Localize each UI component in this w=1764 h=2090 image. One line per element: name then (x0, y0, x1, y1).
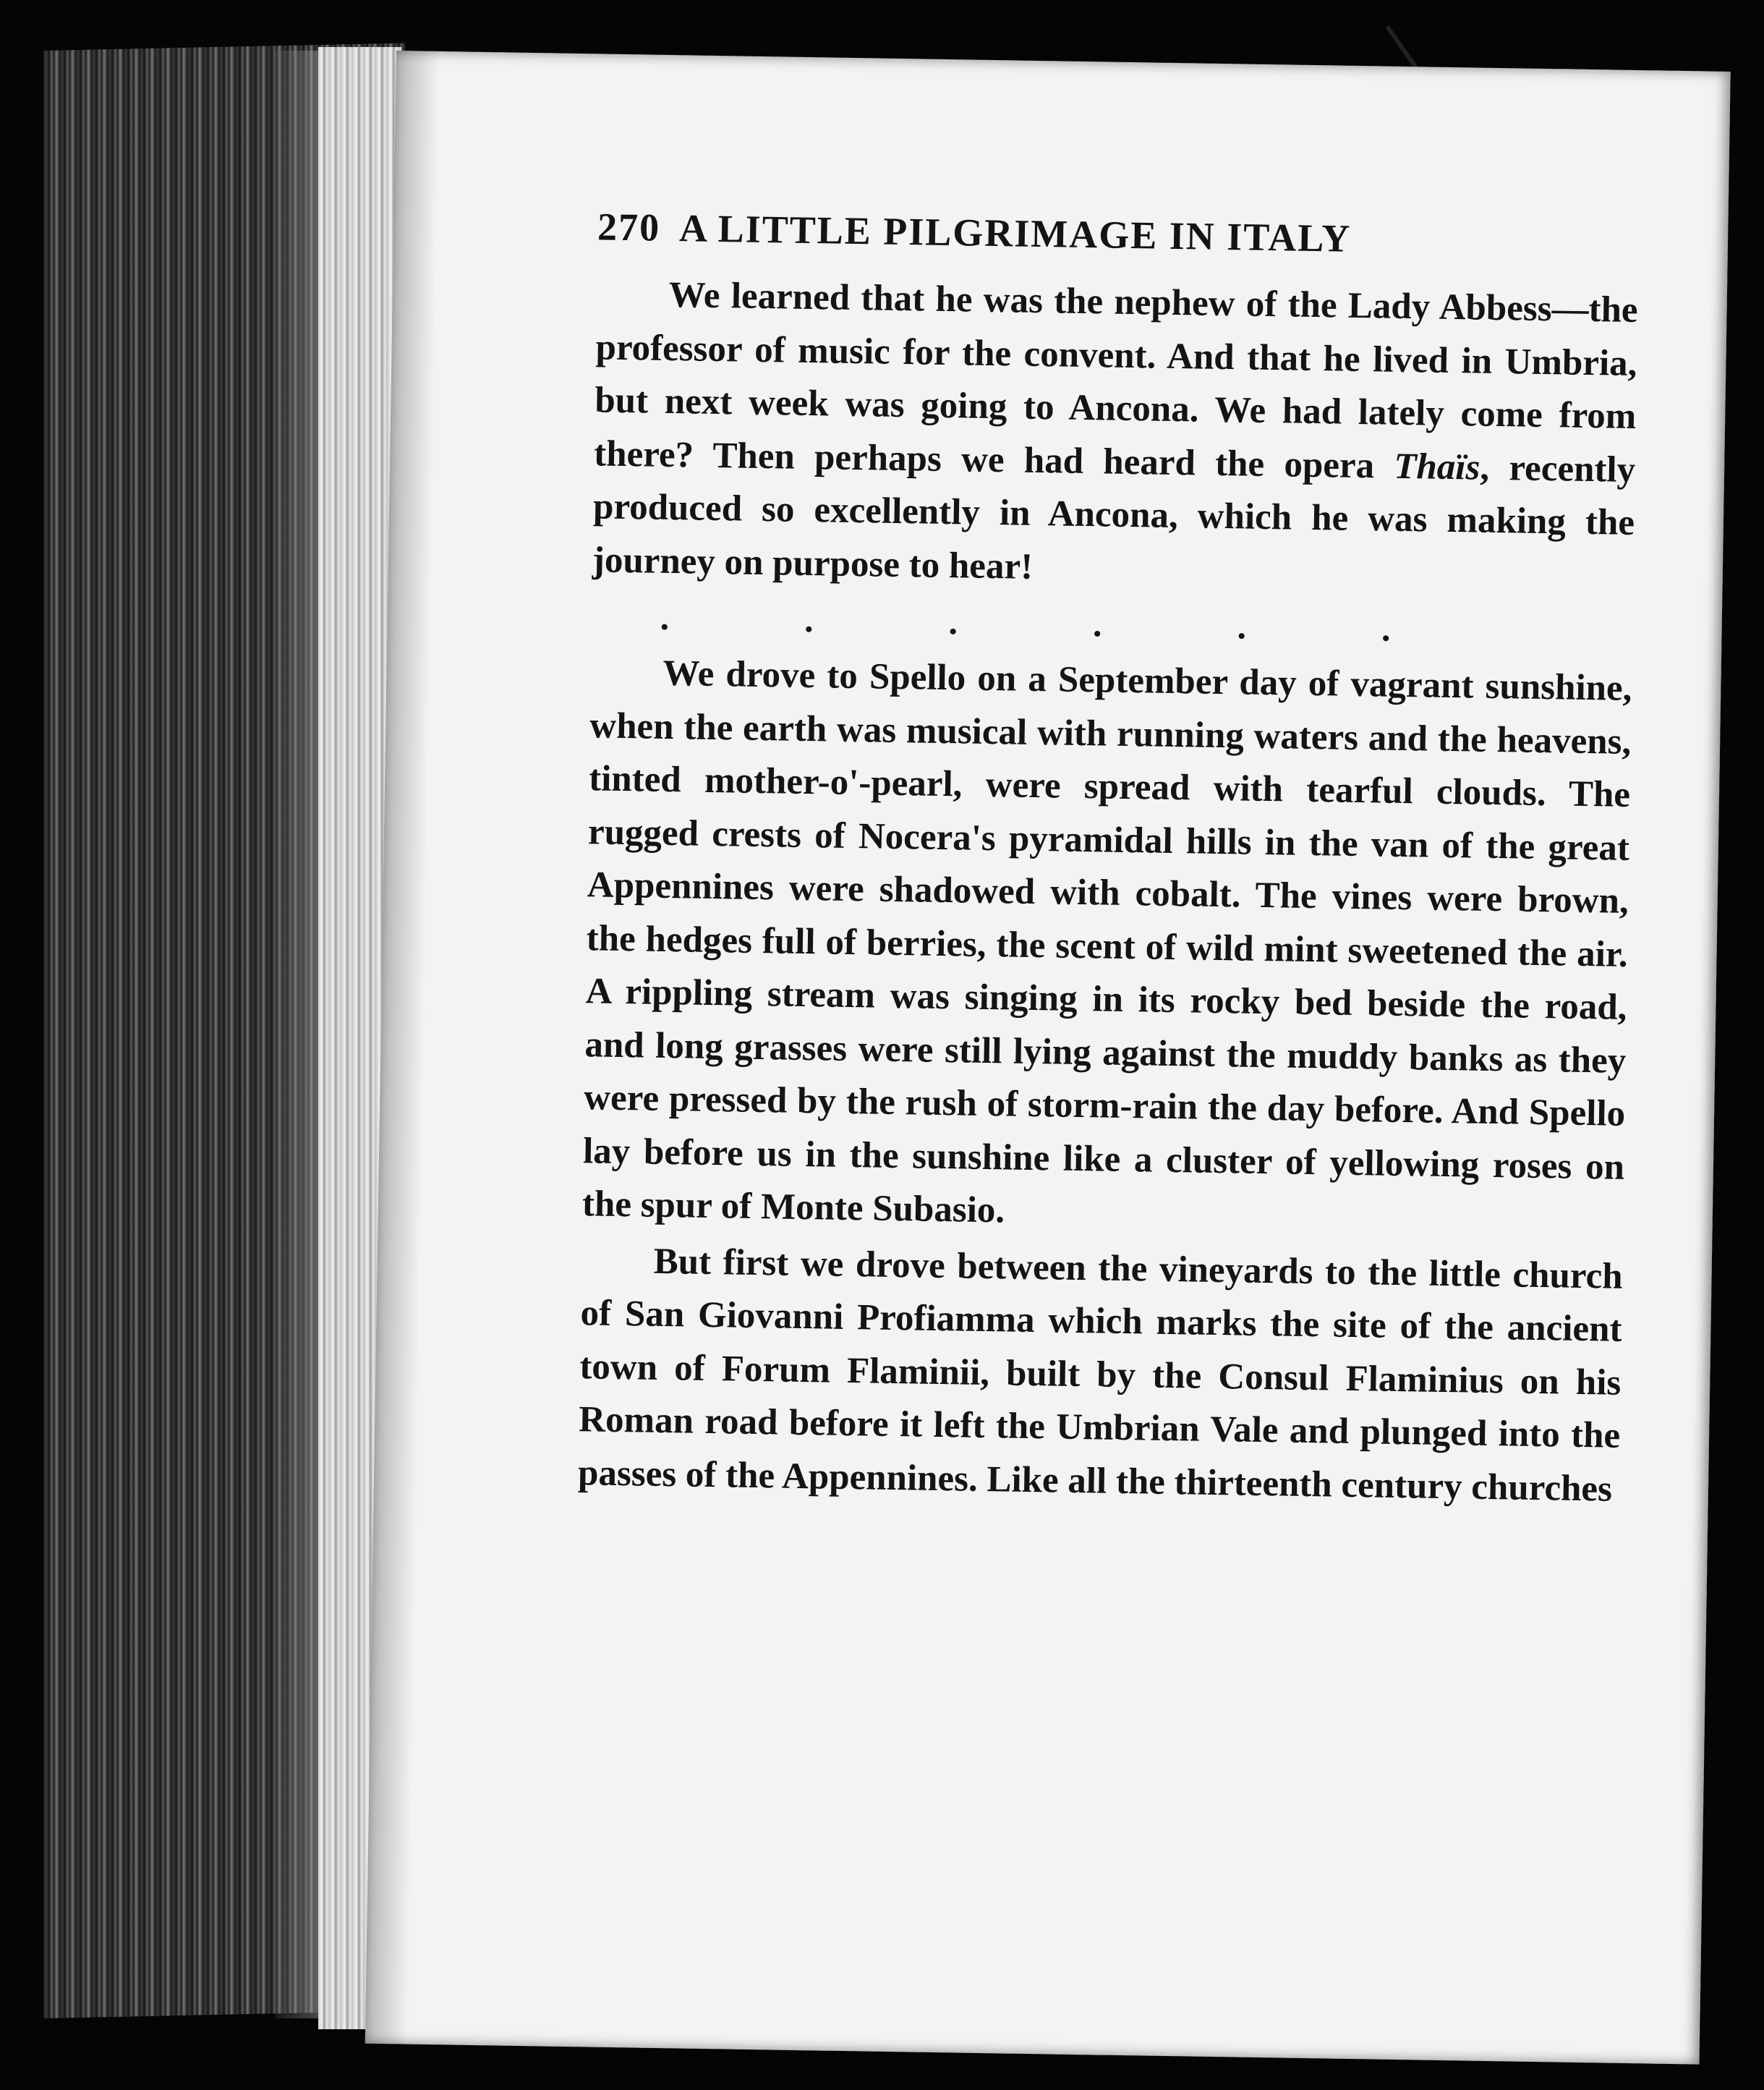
separator-dot: . (1092, 603, 1103, 645)
separator-dot: . (1237, 606, 1247, 647)
page-text (578, 204, 1640, 1516)
paragraph-1-text-b: , recently produced so excellently in Ancona, which he was making the journey on purpose to hear! (592, 447, 1636, 587)
book-title: A LITTLE PILGRIMAGE IN ITALY (678, 206, 1352, 260)
paragraph-1-text-a: We learned that he was the nephew of the Lady Abbess—the professor of music for the convent. And that he lived in Umbria, but next week was going to Ancona. We had lately come from there? Then perhaps we had heard the opera (593, 274, 1639, 487)
separator-dot: . (1381, 608, 1392, 649)
separator-dot: . (804, 598, 814, 640)
running-head (597, 204, 1640, 266)
section-separator (660, 595, 1391, 650)
page-number: 270 (597, 205, 661, 250)
scan-artifact-mark (1385, 25, 1418, 69)
paragraph-1 (592, 268, 1638, 603)
separator-dot: . (660, 596, 670, 638)
opera-title: Thaïs (1393, 446, 1480, 488)
book-page (365, 51, 1731, 2065)
paragraph-2: We drove to Spello on a September day of vagrant sunshine, when the earth was musical with running waters and the heavens, tinted mother-o'-pearl, were spread with tearful clouds. The rugged crests of Nocera's pyramidal hills in the van of the great Appennines were shadowed with cobalt. The vines were brown, the hedges full of berries, the scent of wild mint sweetened the air. A rippling stream was singing in its rocky bed beside the road, and long grasses were still lying against the muddy banks as they were pressed by the rush of storm-rain the day before. And Spello lay before us in the sunshine like a cluster of yellowing roses on the spur of Monte Subasio. (581, 653, 1632, 1231)
separator-dot: . (948, 601, 958, 642)
paragraph-3: But first we drove between the vineyards to the little church of San Giovanni Profiamma which marks the site of the ancient town of Forum Flaminii, built by the Consul Flaminius on his Roman road before it left the Umbrian Vale and plunged into the passes of the Appennines. Like all the thirteenth century churches (577, 1241, 1624, 1510)
